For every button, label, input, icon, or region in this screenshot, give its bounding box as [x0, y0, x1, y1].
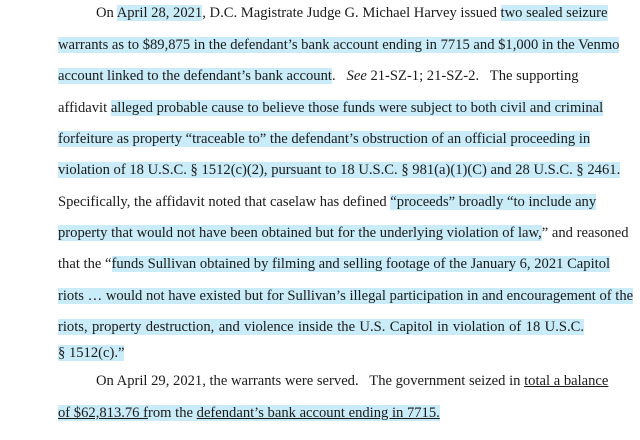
text-line — [58, 403, 584, 423]
highlighted-text: forfeiture as property “traceable to” the defendant’s obstruction of an official proceeding in — [58, 131, 591, 147]
text-run: On April 29, 2021, the warrants were served. The government seized in — [96, 373, 525, 389]
highlighted-text: riots, property destruction, and violence inside the U.S. Capitol in violation of 18 U.S.C. — [58, 319, 584, 335]
highlighted-text: § 1512(c).” — [58, 345, 125, 361]
underlined-highlighted-text: defendant’s bank account ending in 7715. — [196, 405, 440, 421]
text-line — [58, 66, 584, 86]
text-run: . — [331, 68, 347, 84]
highlighted-text: “proceeds” broadly “to include any — [390, 194, 597, 210]
highlighted-text: two sealed seizure — [500, 5, 608, 21]
highlighted-text: warrants as to $89,875 in the defendant’s bank account ending in 7715 and $1,000 in the Venmo — [58, 37, 620, 53]
text-line — [58, 160, 621, 180]
highlighted-text: April 28, 2021 — [116, 5, 203, 21]
text-line — [96, 371, 609, 391]
highlighted-text: account linked to the defendant’s bank account — [58, 68, 332, 84]
text-line — [58, 98, 604, 118]
text-line — [58, 254, 611, 274]
text-line — [58, 286, 634, 306]
text-line — [58, 129, 591, 149]
text-line — [58, 35, 620, 55]
underlined-text: total a balance — [524, 373, 609, 389]
text-line — [58, 343, 584, 363]
text-run: that the “ — [58, 256, 112, 272]
highlighted-text: property that would not have been obtained but for the underlying violation of law, — [58, 225, 542, 241]
highlighted-text: riots … would not have existed but for Sullivan’s illegal participation in and encouragement of the — [58, 288, 634, 304]
highlighted-text: alleged probable cause to believe those funds were subject to both civil and criminal — [110, 100, 604, 116]
text-run: , D.C. Magistrate Judge G. Michael Harvey issued — [202, 5, 501, 21]
text-line — [58, 223, 629, 243]
highlighted-text: funds Sullivan obtained by filming and selling footage of the January 6, 2021 Capitol — [111, 256, 611, 272]
text-run: 21-SZ-1; 21-SZ-2. The supporting — [366, 68, 579, 84]
text-run: Specifically, the affidavit noted that caselaw has defined — [58, 194, 391, 210]
text-line — [58, 317, 584, 337]
text-line — [58, 192, 597, 212]
text-run: ” and reasoned — [541, 225, 629, 241]
text-run: On — [96, 5, 117, 21]
citation-signal: See — [346, 68, 367, 84]
text-line — [96, 3, 608, 23]
highlighted-text: violation of 18 U.S.C. § 1512(c)(2), pursuant to 18 U.S.C. § 981(a)(1)(C) and 28 U.S.C. § 2461. — [58, 162, 621, 178]
text-run: affidavit — [58, 100, 111, 116]
highlighted-text: rom the — [148, 405, 197, 421]
underlined-highlighted-text: of $62,813.76 f — [58, 405, 148, 421]
